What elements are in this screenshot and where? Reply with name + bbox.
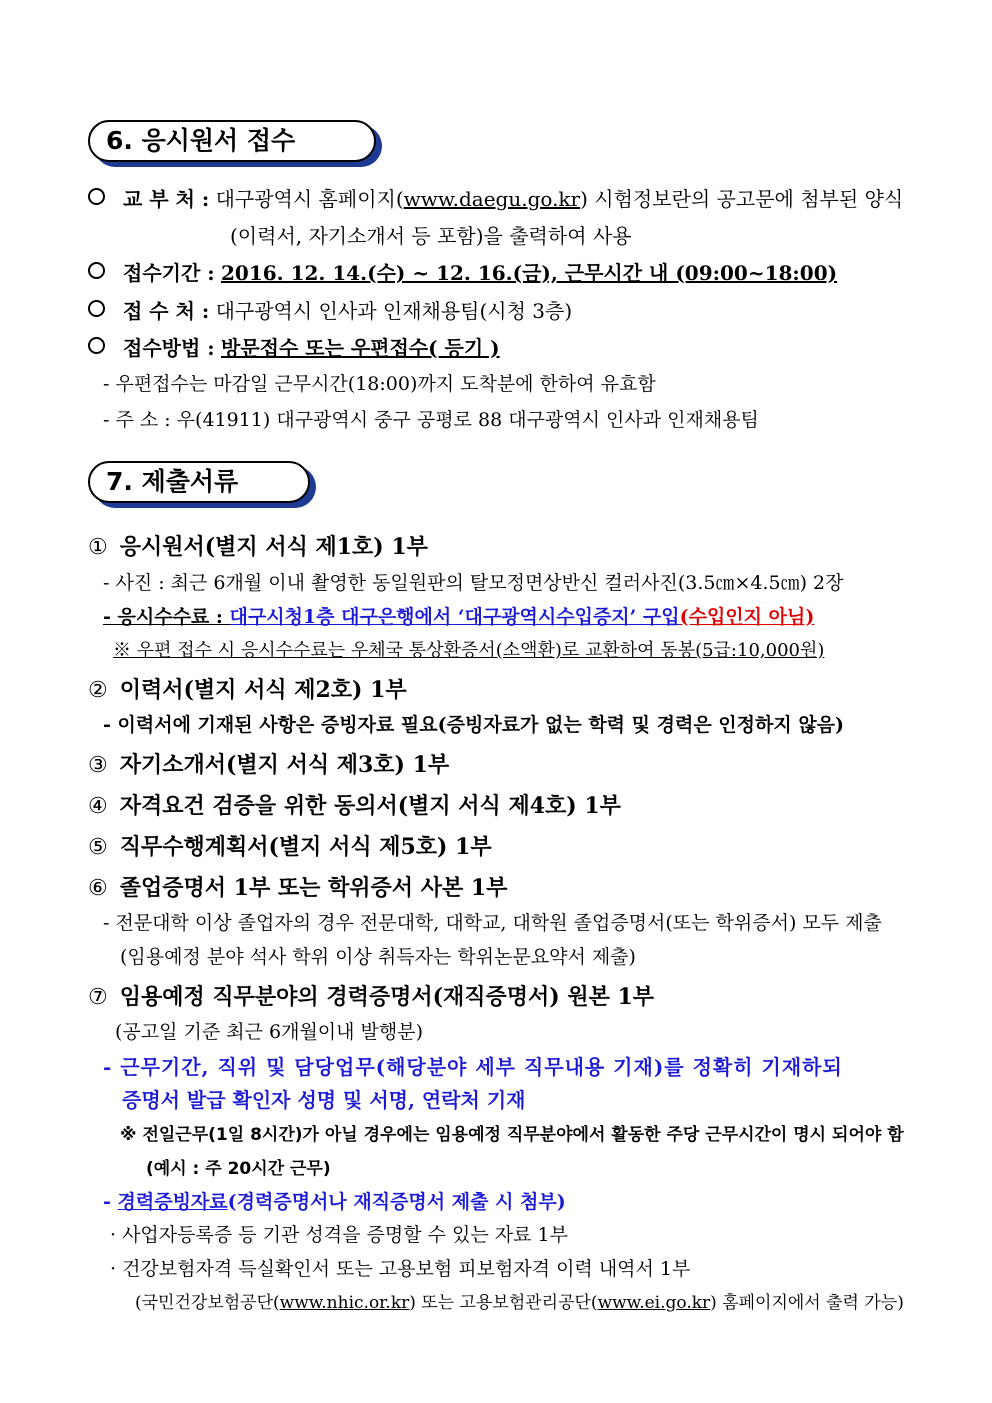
fee-label: - 응시수수료 : bbox=[103, 606, 230, 628]
issue-place-line bbox=[88, 183, 903, 212]
doc-item-7 bbox=[88, 980, 654, 1011]
ei-text: ) 또는 고용보험관리공단( bbox=[409, 1293, 598, 1313]
period-line bbox=[88, 257, 837, 286]
diploma-note-2: (임용예정 분야 석사 학위 이상 취득자는 학위논문요약서 제출) bbox=[120, 946, 636, 968]
period-label: 접수기간 : bbox=[123, 261, 215, 285]
method-text: 방문접수 또는 우편접수( 등기 ) bbox=[221, 336, 500, 360]
print-text: ) 홈페이지에서 출력 가능) bbox=[710, 1293, 904, 1313]
doc-item-2 bbox=[88, 673, 407, 704]
address-note: - 주 소 : 우(41911) 대구광역시 중구 공평로 88 대구광역시 인사과 인재채용팀 bbox=[103, 409, 759, 431]
circled-number: ⑥ bbox=[88, 876, 108, 901]
section-6-title: 6. 응시원서 접수 bbox=[88, 120, 376, 162]
period-text: 2016. 12. 14.(수) ~ 12. 16.(금), 근무시간 내 (09:00~18:00) bbox=[221, 261, 838, 285]
career-issue-note: (공고일 기준 최근 6개월이내 발행분) bbox=[115, 1021, 424, 1043]
mail-note: - 우편접수는 마감일 근무시간(18:00)까지 도착분에 한하여 유효함 bbox=[103, 373, 656, 395]
doc-item-5 bbox=[88, 830, 492, 861]
fee-mail-note: ※ 우편 접수 시 응시수수료는 우체국 통상환증서(소액환)로 교환하여 동봉(5급:10,000원) bbox=[113, 640, 825, 661]
circled-number: ⑤ bbox=[88, 835, 108, 860]
daegu-homepage-link[interactable]: www.daegu.go.kr bbox=[403, 187, 581, 211]
doc-item-5-text: 직무수행계획서(별지 서식 제5호) 1부 bbox=[119, 834, 492, 860]
bullet-ring-icon bbox=[88, 262, 105, 279]
doc-item-4 bbox=[88, 789, 621, 820]
evidence-item-2: · 건강보험자격 득실확인서 또는 고용보험 피보험자격 이력 내역서 1부 bbox=[110, 1258, 691, 1280]
circled-number: ② bbox=[88, 678, 108, 703]
evidence-text: (경력증명서나 재직증명서 제출 시 첨부) bbox=[227, 1191, 566, 1213]
doc-item-1-text: 응시원서(별지 서식 제1호) 1부 bbox=[119, 534, 428, 560]
fee-text: 대구시청1층 대구은행에서 ‘대구광역시수입증지’ 구입 bbox=[229, 606, 680, 628]
fulltime-note: ※ 전일근무(1일 8시간)가 아닐 경우에는 임용예정 직무분야에서 활동한 주당 근무시간이 명시 되어야 함 bbox=[120, 1125, 904, 1145]
doc-item-3 bbox=[88, 748, 449, 779]
fee-warning: (수입인지 아님) bbox=[679, 606, 815, 628]
method-label: 접수방법 : bbox=[123, 336, 215, 360]
issue-place-cont: (이력서, 자기소개서 등 포함)을 출력하여 사용 bbox=[230, 224, 632, 248]
circled-number: ④ bbox=[88, 794, 108, 819]
evidence-dash: - bbox=[103, 1191, 118, 1213]
resume-note: - 이력서에 기재된 사항은 증빙자료 필요(증빙자료가 없는 학력 및 경력은 인정하지 않음) bbox=[103, 714, 845, 736]
evidence-item-1: · 사업자등록증 등 기관 성격을 증명할 수 있는 자료 1부 bbox=[110, 1224, 568, 1246]
doc-item-2-text: 이력서(별지 서식 제2호) 1부 bbox=[119, 677, 407, 703]
place-text: 대구광역시 인사과 인재채용팀(시청 3층) bbox=[215, 299, 573, 323]
place-line bbox=[88, 295, 572, 324]
career-detail-note: - 근무기간, 직위 및 담당업무(해당분야 세부 직무내용 기재)를 정확히 기재하되 bbox=[103, 1055, 843, 1079]
doc-item-4-text: 자격요건 검증을 위한 동의서(별지 서식 제4호) 1부 bbox=[119, 793, 621, 819]
doc-item-7-text: 임용예정 직무분야의 경력증명서(재직증명서) 원본 1부 bbox=[119, 984, 655, 1010]
method-line bbox=[88, 332, 500, 361]
doc-item-1 bbox=[88, 530, 428, 561]
evidence-label: 경력증빙자료 bbox=[117, 1191, 228, 1213]
evidence-item-3 bbox=[135, 1288, 904, 1313]
issue-place-label: 교 부 처 : bbox=[123, 187, 210, 211]
fulltime-example: (예시 : 주 20시간 근무) bbox=[146, 1159, 331, 1179]
bullet-ring-icon bbox=[88, 300, 105, 317]
nhic-text: (국민건강보험공단( bbox=[135, 1293, 280, 1313]
doc-item-6-text: 졸업증명서 1부 또는 학위증서 사본 1부 bbox=[119, 875, 508, 901]
ei-link[interactable]: www.ei.go.kr bbox=[597, 1293, 711, 1313]
career-detail-note-2: 증명서 발급 확인자 성명 및 서명, 연락처 기재 bbox=[122, 1088, 526, 1112]
evidence-note bbox=[103, 1187, 566, 1214]
section-7-title: 7. 제출서류 bbox=[88, 461, 310, 503]
doc-item-6 bbox=[88, 871, 507, 902]
place-label: 접 수 처 : bbox=[123, 299, 210, 323]
diploma-note: - 전문대학 이상 졸업자의 경우 전문대학, 대학교, 대학원 졸업증명서(또는 학위증서) 모두 제출 bbox=[103, 912, 882, 934]
issue-place-text: 대구광역시 홈페이지( bbox=[215, 187, 404, 211]
fee-note bbox=[103, 602, 814, 629]
bullet-ring-icon bbox=[88, 188, 105, 205]
circled-number: ① bbox=[88, 535, 108, 560]
circled-number: ③ bbox=[88, 753, 108, 778]
issue-place-text2: ) 시험정보란의 공고문에 첨부된 양식 bbox=[580, 187, 904, 211]
photo-note: - 사진 : 최근 6개월 이내 촬영한 동일원판의 탈모정면상반신 컬러사진(3.5㎝×4.5㎝) 2장 bbox=[103, 572, 844, 594]
circled-number: ⑦ bbox=[88, 985, 108, 1010]
bullet-ring-icon bbox=[88, 337, 105, 354]
nhic-link[interactable]: www.nhic.or.kr bbox=[279, 1293, 410, 1313]
doc-item-3-text: 자기소개서(별지 서식 제3호) 1부 bbox=[119, 752, 450, 778]
